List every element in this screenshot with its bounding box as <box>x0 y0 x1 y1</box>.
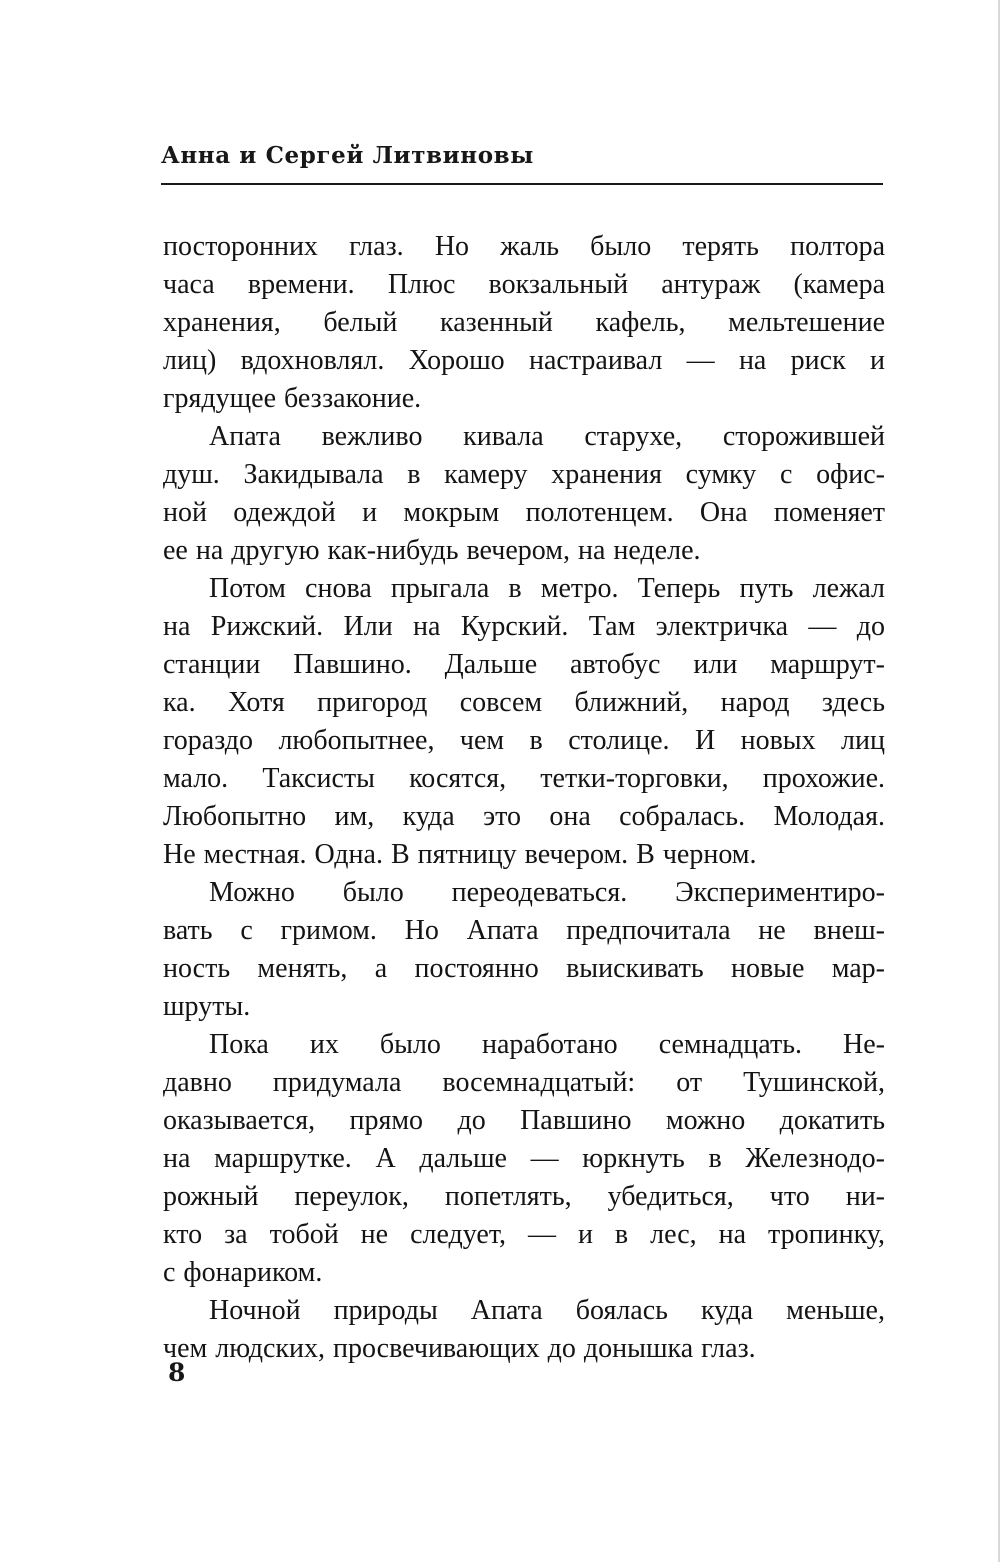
text-line: Можно было переодеваться. Экспериментиро- <box>209 877 885 908</box>
body-text <box>163 228 885 1368</box>
text-line: часа времени. Плюс вокзальный антураж (камера <box>163 269 885 300</box>
paragraph <box>163 1026 885 1292</box>
text-line: грядущее беззаконие. <box>163 383 422 414</box>
text-line: Любопытно им, куда это она собралась. Молодая. <box>163 801 885 832</box>
paragraph <box>163 228 885 418</box>
paragraph <box>163 874 885 1026</box>
text-line: шруты. <box>163 991 251 1022</box>
text-line: чем людских, просвечивающих до донышка глаз. <box>163 1333 756 1364</box>
text-line: ее на другую как-нибудь вечером, на неделе. <box>163 535 701 566</box>
text-line: с фонариком. <box>163 1257 323 1288</box>
page-number: 8 <box>168 1358 186 1387</box>
paragraph <box>163 570 885 874</box>
text-line: вать с гримом. Но Апата предпочитала не внеш- <box>163 915 885 946</box>
text-line: хранения, белый казенный кафель, мельтешение <box>163 307 885 338</box>
text-line: на маршрутке. А дальше — юркнуть в Железнодо- <box>163 1143 885 1174</box>
text-line: давно придумала восемнадцатый: от Тушинской, <box>163 1067 885 1098</box>
text-line: лиц) вдохновлял. Хорошо настраивал — на риск и <box>163 345 885 376</box>
paragraph <box>163 418 885 570</box>
text-line: кто за тобой не следует, — и в лес, на тропинку, <box>163 1219 885 1250</box>
text-line: ка. Хотя пригород совсем ближний, народ здесь <box>163 687 885 718</box>
running-header: Анна и Сергей Литвиновы <box>161 142 534 169</box>
text-line: Пока их было наработано семнадцать. Не- <box>209 1029 885 1060</box>
text-line: Потом снова прыгала в метро. Теперь путь лежал <box>209 573 885 604</box>
text-line: Апата вежливо кивала старухе, сторожившей <box>209 421 885 452</box>
header-rule <box>161 183 883 185</box>
text-line: Ночной природы Апата боялась куда меньше, <box>209 1295 885 1326</box>
text-line: на Рижский. Или на Курский. Там электричка — до <box>163 611 885 642</box>
text-line: гораздо любопытнее, чем в столице. И новых лиц <box>163 725 885 756</box>
text-line: станции Павшино. Дальше автобус или маршрут- <box>163 649 885 680</box>
text-line: рожный переулок, попетлять, убедиться, что ни- <box>163 1181 885 1212</box>
text-line: душ. Закидывала в камеру хранения сумку с офис- <box>163 459 885 490</box>
text-line: посторонних глаз. Но жаль было терять полтора <box>163 231 885 262</box>
paragraph <box>163 1292 885 1368</box>
text-line: мало. Таксисты косятся, тетки-торговки, прохожие. <box>163 763 885 794</box>
text-line: оказывается, прямо до Павшино можно докатить <box>163 1105 885 1136</box>
text-line: ность менять, а постоянно выискивать новые мар- <box>163 953 885 984</box>
text-line: Не местная. Одна. В пятницу вечером. В черном. <box>163 839 757 870</box>
text-line: ной одеждой и мокрым полотенцем. Она поменяет <box>163 497 885 528</box>
